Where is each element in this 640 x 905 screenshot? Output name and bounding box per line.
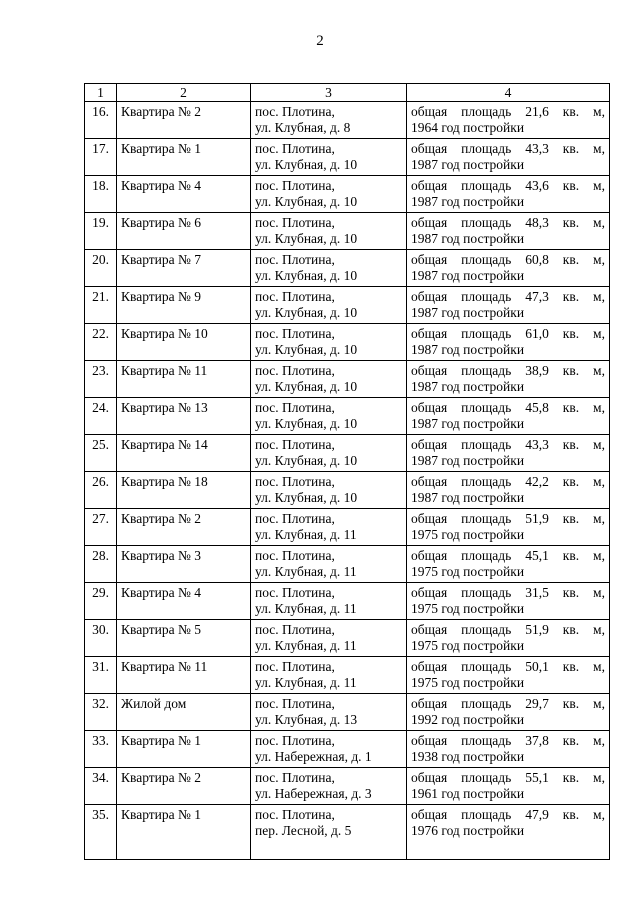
address-line-2: ул. Клубная, д. 10 bbox=[255, 305, 358, 320]
table-row bbox=[85, 102, 610, 139]
area-word: площадь bbox=[461, 733, 512, 748]
table-row bbox=[85, 250, 610, 287]
address-line-2: ул. Клубная, д. 13 bbox=[255, 712, 358, 727]
area-word: кв. bbox=[562, 511, 580, 526]
row-number: 16. bbox=[85, 102, 117, 139]
area-word: площадь bbox=[461, 252, 512, 267]
object-address bbox=[251, 657, 407, 694]
area-word: м, bbox=[593, 511, 605, 526]
address-line-2: ул. Клубная, д. 10 bbox=[255, 342, 358, 357]
area-word: 45,1 bbox=[525, 548, 549, 563]
area-line bbox=[411, 770, 605, 786]
area-word: кв. bbox=[562, 474, 580, 489]
address-line-2: ул. Клубная, д. 10 bbox=[255, 194, 358, 209]
area-word: кв. bbox=[562, 215, 580, 230]
object-address bbox=[251, 472, 407, 509]
object-address bbox=[251, 731, 407, 768]
address-line-1: пос. Плотина, bbox=[255, 696, 335, 711]
object-description bbox=[407, 102, 610, 139]
area-word: м, bbox=[593, 474, 605, 489]
area-word: общая bbox=[411, 733, 448, 748]
table-row bbox=[85, 509, 610, 546]
object-name: Квартира № 11 bbox=[117, 361, 251, 398]
area-word: 51,9 bbox=[525, 622, 549, 637]
table-row bbox=[85, 805, 610, 860]
table-row bbox=[85, 731, 610, 768]
area-word: м, bbox=[593, 659, 605, 674]
object-address bbox=[251, 805, 407, 860]
area-line bbox=[411, 696, 605, 712]
area-word: 38,9 bbox=[525, 363, 549, 378]
area-line bbox=[411, 511, 605, 527]
area-line bbox=[411, 363, 605, 379]
table-row bbox=[85, 768, 610, 805]
year-line: 1987 год постройки bbox=[411, 231, 525, 246]
table-row bbox=[85, 213, 610, 250]
area-word: общая bbox=[411, 585, 448, 600]
year-line: 1987 год постройки bbox=[411, 268, 525, 283]
row-number: 26. bbox=[85, 472, 117, 509]
area-line bbox=[411, 474, 605, 490]
header-col-4: 4 bbox=[407, 84, 610, 102]
area-word: общая bbox=[411, 215, 448, 230]
year-line: 1987 год постройки bbox=[411, 379, 525, 394]
object-description bbox=[407, 287, 610, 324]
row-number: 24. bbox=[85, 398, 117, 435]
area-word: общая bbox=[411, 548, 448, 563]
object-description bbox=[407, 250, 610, 287]
table-row bbox=[85, 287, 610, 324]
table-row bbox=[85, 583, 610, 620]
row-number: 27. bbox=[85, 509, 117, 546]
area-word: площадь bbox=[461, 400, 512, 415]
table-row bbox=[85, 139, 610, 176]
page-number: 2 bbox=[316, 33, 324, 49]
area-word: м, bbox=[593, 178, 605, 193]
table-row bbox=[85, 657, 610, 694]
year-line: 1976 год постройки bbox=[411, 823, 525, 838]
object-description bbox=[407, 435, 610, 472]
area-word: кв. bbox=[562, 585, 580, 600]
object-description bbox=[407, 694, 610, 731]
object-address bbox=[251, 287, 407, 324]
object-name: Квартира № 5 bbox=[117, 620, 251, 657]
area-word: м, bbox=[593, 548, 605, 563]
address-line-1: пос. Плотина, bbox=[255, 659, 335, 674]
area-word: общая bbox=[411, 807, 448, 822]
year-line: 1964 год постройки bbox=[411, 120, 525, 135]
object-name: Квартира № 7 bbox=[117, 250, 251, 287]
area-word: общая bbox=[411, 289, 448, 304]
area-word: кв. bbox=[562, 696, 580, 711]
area-line bbox=[411, 252, 605, 268]
object-address bbox=[251, 583, 407, 620]
header-col-2: 2 bbox=[117, 84, 251, 102]
address-line-2: ул. Клубная, д. 11 bbox=[255, 638, 357, 653]
object-name: Квартира № 4 bbox=[117, 176, 251, 213]
address-line-1: пос. Плотина, bbox=[255, 733, 335, 748]
area-word: кв. bbox=[562, 326, 580, 341]
area-word: 45,8 bbox=[525, 400, 549, 415]
year-line: 1975 год постройки bbox=[411, 601, 525, 616]
object-address bbox=[251, 176, 407, 213]
area-line bbox=[411, 104, 605, 120]
area-word: площадь bbox=[461, 178, 512, 193]
year-line: 1987 год постройки bbox=[411, 305, 525, 320]
object-name: Квартира № 1 bbox=[117, 805, 251, 860]
object-description bbox=[407, 176, 610, 213]
object-description bbox=[407, 805, 610, 860]
table-row bbox=[85, 176, 610, 213]
table-row bbox=[85, 435, 610, 472]
area-word: площадь bbox=[461, 141, 512, 156]
area-word: 37,8 bbox=[525, 733, 549, 748]
area-word: кв. bbox=[562, 400, 580, 415]
area-word: площадь bbox=[461, 548, 512, 563]
object-address bbox=[251, 139, 407, 176]
address-line-1: пос. Плотина, bbox=[255, 215, 335, 230]
area-word: площадь bbox=[461, 659, 512, 674]
table-body bbox=[85, 102, 610, 860]
row-number: 30. bbox=[85, 620, 117, 657]
area-line bbox=[411, 659, 605, 675]
area-word: м, bbox=[593, 437, 605, 452]
area-word: 47,9 bbox=[525, 807, 549, 822]
area-word: площадь bbox=[461, 474, 512, 489]
object-name: Квартира № 13 bbox=[117, 398, 251, 435]
area-word: площадь bbox=[461, 289, 512, 304]
area-word: 51,9 bbox=[525, 511, 549, 526]
area-word: 60,8 bbox=[525, 252, 549, 267]
object-description bbox=[407, 509, 610, 546]
area-word: м, bbox=[593, 326, 605, 341]
area-word: м, bbox=[593, 696, 605, 711]
area-line bbox=[411, 733, 605, 749]
area-word: площадь bbox=[461, 326, 512, 341]
area-word: 29,7 bbox=[525, 696, 549, 711]
row-number: 32. bbox=[85, 694, 117, 731]
table-row bbox=[85, 620, 610, 657]
object-name: Квартира № 18 bbox=[117, 472, 251, 509]
row-number: 33. bbox=[85, 731, 117, 768]
object-address bbox=[251, 768, 407, 805]
area-line bbox=[411, 141, 605, 157]
object-description bbox=[407, 583, 610, 620]
object-name: Квартира № 2 bbox=[117, 509, 251, 546]
table-header-row bbox=[85, 84, 610, 102]
area-word: общая bbox=[411, 252, 448, 267]
object-description bbox=[407, 398, 610, 435]
address-line-1: пос. Плотина, bbox=[255, 363, 335, 378]
year-line: 1992 год постройки bbox=[411, 712, 525, 727]
object-address bbox=[251, 361, 407, 398]
object-name: Квартира № 4 bbox=[117, 583, 251, 620]
area-word: 31,5 bbox=[525, 585, 549, 600]
area-word: общая bbox=[411, 474, 448, 489]
area-word: кв. bbox=[562, 141, 580, 156]
address-line-1: пос. Плотина, bbox=[255, 178, 335, 193]
row-number: 28. bbox=[85, 546, 117, 583]
address-line-1: пос. Плотина, bbox=[255, 548, 335, 563]
area-word: 50,1 bbox=[525, 659, 549, 674]
address-line-1: пос. Плотина, bbox=[255, 585, 335, 600]
area-word: общая bbox=[411, 659, 448, 674]
area-word: 48,3 bbox=[525, 215, 549, 230]
year-line: 1987 год постройки bbox=[411, 194, 525, 209]
object-address bbox=[251, 213, 407, 250]
area-word: кв. bbox=[562, 363, 580, 378]
object-name: Квартира № 1 bbox=[117, 731, 251, 768]
table-row bbox=[85, 472, 610, 509]
area-word: м, bbox=[593, 141, 605, 156]
object-description bbox=[407, 768, 610, 805]
object-name: Квартира № 14 bbox=[117, 435, 251, 472]
area-line bbox=[411, 437, 605, 453]
row-number: 29. bbox=[85, 583, 117, 620]
area-word: общая bbox=[411, 141, 448, 156]
header-col-3: 3 bbox=[251, 84, 407, 102]
area-line bbox=[411, 326, 605, 342]
address-line-2: ул. Набережная, д. 3 bbox=[255, 786, 372, 801]
area-line bbox=[411, 548, 605, 564]
object-address bbox=[251, 324, 407, 361]
year-line: 1975 год постройки bbox=[411, 675, 525, 690]
address-line-2: ул. Клубная, д. 10 bbox=[255, 268, 358, 283]
table-row bbox=[85, 324, 610, 361]
address-line-1: пос. Плотина, bbox=[255, 437, 335, 452]
row-number: 17. bbox=[85, 139, 117, 176]
area-word: кв. bbox=[562, 807, 580, 822]
area-word: 43,3 bbox=[525, 437, 549, 452]
area-line bbox=[411, 807, 605, 823]
year-line: 1975 год постройки bbox=[411, 564, 525, 579]
area-word: общая bbox=[411, 326, 448, 341]
object-description bbox=[407, 620, 610, 657]
area-word: площадь bbox=[461, 215, 512, 230]
area-word: 55,1 bbox=[525, 770, 549, 785]
table-row bbox=[85, 361, 610, 398]
area-word: кв. bbox=[562, 622, 580, 637]
row-number: 31. bbox=[85, 657, 117, 694]
row-number: 34. bbox=[85, 768, 117, 805]
address-line-2: ул. Клубная, д. 10 bbox=[255, 416, 358, 431]
year-line: 1987 год постройки bbox=[411, 157, 525, 172]
area-word: общая bbox=[411, 400, 448, 415]
area-word: общая bbox=[411, 363, 448, 378]
object-address bbox=[251, 509, 407, 546]
address-line-1: пос. Плотина, bbox=[255, 770, 335, 785]
object-address bbox=[251, 250, 407, 287]
object-name: Квартира № 2 bbox=[117, 102, 251, 139]
object-description bbox=[407, 213, 610, 250]
address-line-2: ул. Клубная, д. 8 bbox=[255, 120, 351, 135]
address-line-2: ул. Клубная, д. 11 bbox=[255, 601, 357, 616]
row-number: 20. bbox=[85, 250, 117, 287]
area-word: 47,3 bbox=[525, 289, 549, 304]
area-word: м, bbox=[593, 104, 605, 119]
address-line-1: пос. Плотина, bbox=[255, 104, 335, 119]
year-line: 1975 год постройки bbox=[411, 638, 525, 653]
area-word: 21,6 bbox=[525, 104, 549, 119]
area-line bbox=[411, 178, 605, 194]
area-word: кв. bbox=[562, 659, 580, 674]
object-address bbox=[251, 398, 407, 435]
area-word: кв. bbox=[562, 437, 580, 452]
area-word: площадь bbox=[461, 807, 512, 822]
area-word: 61,0 bbox=[525, 326, 549, 341]
address-line-1: пос. Плотина, bbox=[255, 141, 335, 156]
year-line: 1961 год постройки bbox=[411, 786, 525, 801]
area-word: м, bbox=[593, 807, 605, 822]
object-description bbox=[407, 139, 610, 176]
area-word: кв. bbox=[562, 252, 580, 267]
area-word: м, bbox=[593, 289, 605, 304]
address-line-2: ул. Набережная, д. 1 bbox=[255, 749, 372, 764]
row-number: 35. bbox=[85, 805, 117, 860]
address-line-1: пос. Плотина, bbox=[255, 622, 335, 637]
object-name: Квартира № 6 bbox=[117, 213, 251, 250]
area-word: кв. bbox=[562, 289, 580, 304]
object-address bbox=[251, 620, 407, 657]
address-line-1: пос. Плотина, bbox=[255, 400, 335, 415]
area-word: м, bbox=[593, 622, 605, 637]
address-line-2: ул. Клубная, д. 10 bbox=[255, 157, 358, 172]
year-line: 1987 год постройки bbox=[411, 490, 525, 505]
address-line-1: пос. Плотина, bbox=[255, 474, 335, 489]
area-word: кв. bbox=[562, 104, 580, 119]
object-name: Квартира № 10 bbox=[117, 324, 251, 361]
address-line-1: пос. Плотина, bbox=[255, 289, 335, 304]
object-name: Квартира № 11 bbox=[117, 657, 251, 694]
area-line bbox=[411, 400, 605, 416]
area-word: кв. bbox=[562, 178, 580, 193]
area-word: общая bbox=[411, 437, 448, 452]
area-word: общая bbox=[411, 622, 448, 637]
area-word: 43,6 bbox=[525, 178, 549, 193]
year-line: 1987 год постройки bbox=[411, 416, 525, 431]
object-name: Квартира № 2 bbox=[117, 768, 251, 805]
object-name: Квартира № 9 bbox=[117, 287, 251, 324]
row-number: 18. bbox=[85, 176, 117, 213]
area-word: общая bbox=[411, 770, 448, 785]
address-line-1: пос. Плотина, bbox=[255, 511, 335, 526]
object-description bbox=[407, 657, 610, 694]
area-line bbox=[411, 622, 605, 638]
address-line-2: ул. Клубная, д. 11 bbox=[255, 564, 357, 579]
area-word: м, bbox=[593, 400, 605, 415]
area-word: м, bbox=[593, 770, 605, 785]
object-description bbox=[407, 472, 610, 509]
table-row bbox=[85, 398, 610, 435]
area-word: общая bbox=[411, 104, 448, 119]
object-description bbox=[407, 324, 610, 361]
area-word: площадь bbox=[461, 585, 512, 600]
area-word: площадь bbox=[461, 511, 512, 526]
object-description bbox=[407, 361, 610, 398]
object-address bbox=[251, 102, 407, 139]
row-number: 23. bbox=[85, 361, 117, 398]
address-line-2: ул. Клубная, д. 10 bbox=[255, 453, 358, 468]
area-word: 43,3 bbox=[525, 141, 549, 156]
address-line-2: ул. Клубная, д. 10 bbox=[255, 490, 358, 505]
address-line-2: ул. Клубная, д. 11 bbox=[255, 675, 357, 690]
area-word: м, bbox=[593, 363, 605, 378]
year-line: 1938 год постройки bbox=[411, 749, 525, 764]
area-word: площадь bbox=[461, 363, 512, 378]
area-word: м, bbox=[593, 215, 605, 230]
row-number: 19. bbox=[85, 213, 117, 250]
row-number: 21. bbox=[85, 287, 117, 324]
row-number: 25. bbox=[85, 435, 117, 472]
header-col-1: 1 bbox=[85, 84, 117, 102]
object-description bbox=[407, 731, 610, 768]
area-word: общая bbox=[411, 696, 448, 711]
area-word: кв. bbox=[562, 548, 580, 563]
year-line: 1975 год постройки bbox=[411, 527, 525, 542]
area-word: м, bbox=[593, 733, 605, 748]
area-word: м, bbox=[593, 585, 605, 600]
area-line bbox=[411, 585, 605, 601]
property-table bbox=[84, 83, 610, 860]
address-line-2: пер. Лесной, д. 5 bbox=[255, 823, 352, 838]
year-line: 1987 год постройки bbox=[411, 453, 525, 468]
address-line-2: ул. Клубная, д. 10 bbox=[255, 231, 358, 246]
object-address bbox=[251, 546, 407, 583]
area-word: площадь bbox=[461, 622, 512, 637]
area-line bbox=[411, 215, 605, 231]
object-name: Квартира № 1 bbox=[117, 139, 251, 176]
address-line-1: пос. Плотина, bbox=[255, 807, 335, 822]
object-description bbox=[407, 546, 610, 583]
object-address bbox=[251, 435, 407, 472]
row-number: 22. bbox=[85, 324, 117, 361]
area-word: кв. bbox=[562, 733, 580, 748]
area-word: площадь bbox=[461, 437, 512, 452]
table-row bbox=[85, 546, 610, 583]
area-word: 42,2 bbox=[525, 474, 549, 489]
object-name: Квартира № 3 bbox=[117, 546, 251, 583]
area-word: кв. bbox=[562, 770, 580, 785]
area-word: м, bbox=[593, 252, 605, 267]
area-word: площадь bbox=[461, 104, 512, 119]
table-row bbox=[85, 694, 610, 731]
object-name: Жилой дом bbox=[117, 694, 251, 731]
address-line-1: пос. Плотина, bbox=[255, 326, 335, 341]
area-word: площадь bbox=[461, 696, 512, 711]
area-word: площадь bbox=[461, 770, 512, 785]
address-line-2: ул. Клубная, д. 10 bbox=[255, 379, 358, 394]
area-line bbox=[411, 289, 605, 305]
area-word: общая bbox=[411, 511, 448, 526]
object-address bbox=[251, 694, 407, 731]
year-line: 1987 год постройки bbox=[411, 342, 525, 357]
address-line-1: пос. Плотина, bbox=[255, 252, 335, 267]
area-word: общая bbox=[411, 178, 448, 193]
address-line-2: ул. Клубная, д. 11 bbox=[255, 527, 357, 542]
